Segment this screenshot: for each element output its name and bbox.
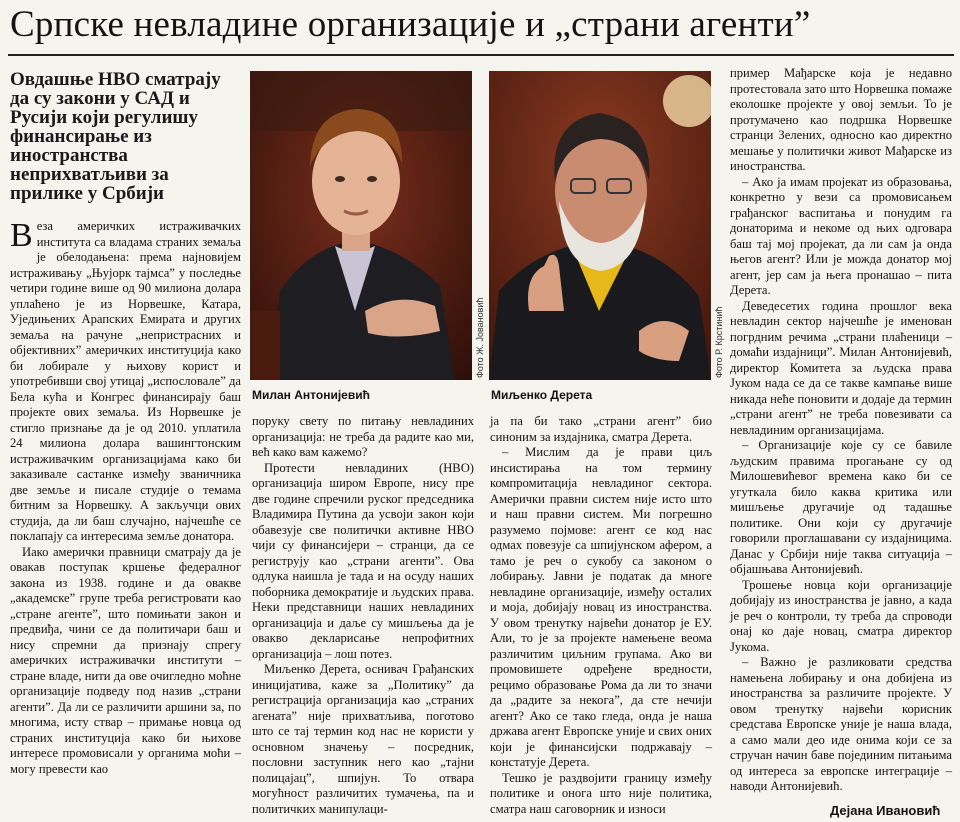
headline: Српске невладине организације и „страни агенти” [10,4,811,45]
photo-miljenko-dereta [489,71,711,380]
article-paragraph: ја па би тако „страни агент” био синоним за издајника, сматра Дерета. [490,414,712,444]
article-paragraph: Трошење новца који организације добијају из иностранства је јавно, а када је реч о контроли, ту треба да спроводи онај ко даје новац, сматра директор Јукома. [730,577,952,654]
photo-milan-antonijevic [250,71,472,380]
portrait-man-illustration [250,71,472,380]
photo-credit-left: Фото Ж. Јовановић [475,297,485,378]
drop-cap: В [10,217,33,254]
article-paragraph: Деведесетих година прошлог века невладин сектор најчешће је именован погрдним речима „страни плаћеници – домаћи издајници”. Милан Антонијевић, директор Комитета за људска права Јуком нада се да се такве кампање више никада неће поновити и додаје да термин „страни агент” не треба повезивати са невладиним организацијама. [730,298,952,437]
headline-rule [8,54,954,56]
article-column-1 [10,219,241,777]
paragraph-text: еза америчких истраживачких института са владама страних земаља је обелодањена: према најновијем истраживању „Њујорк тајмса” у последње четири године више од 90 милиона долара уплаћено је из Норвешке, Катара, Уједињених Арапских Емирата и других земаља на рачуне „непристрасних и објективних” америчких институција како би лобирале у њихову корист и употребивши свој утицај „испословале” да Бела кућа и Конгрес финансирају баш пројекте ових земаља. Из Норвешке је стигло признање да је од 2010. уплатила 24 милиона долара вашингтонским истраживачким организацијама како би заказивале састанке између званичника две земље и писале студије о темама битним за Норвешку. А закључци ових студија, да ли баш случајно, најчешће се поклапају са интересима земље донатора. [10,219,241,543]
author-byline: Дејана Ивановић [830,803,941,818]
article-paragraph: Иако амерички правници сматрају да је овакав поступак кршење федералног закона из 1938. године и да овакве „академске” групе треба регистровати као „стране агенте”, што помињати закон и предвиђа, чини се да политичари баш и нису спремни да признају спрегу америчких истраживачки институти – стране владе, нити да ове очигледно моћне организације подведу под назив „страни агенти”. Да ли се различити аршини за, по многима, исту ствар – примање новца од страних институција како би њихове интересе промовисали у органима моћи – могу превести као [10,544,241,776]
lead-paragraph: Овдашње НВО сматрају да су закони у САД и Русији који регулишу финансирање из иностранства неприхватљиви за прилике у Србији [10,69,221,204]
photo-caption-right: Миљенко Дерета [491,388,593,402]
photo-credit-right: Фото Р. Крстинић [714,306,724,378]
article-column-4 [730,66,952,795]
article-paragraph: – Важно је разликовати средства намењена лобирању и она добијена из иностранства за различите пројекте. У овом тренутку највећи корисник средстава Европске уније је наша влада, а само мали део иде онима који се за стручан начин баве појединим питањима од интереса за европске интеграције – наводи Антонијевић. [730,655,952,793]
article-paragraph: поруку свету по питању невладиних организација: не треба да радите као ми, већ како вам кажемо? [252,414,474,459]
article-paragraph: – Организације које су се бавиле људским правима прогањане су од Милошевићевог времена како би се угуткала било каква критика или мишљење другачије од тадашње политике. Они који су другачије говорили проглашавани су издајницима. Данас у Србији није таква ситуација – објашњава Антонијевић. [730,438,952,576]
article-paragraph [10,219,241,545]
portrait-bearded-man-illustration [489,71,711,380]
article-column-3 [490,414,712,817]
article-paragraph: Тешко је раздвојити границу између политике и онога што није политика, сматра наш саговорник и износи [490,770,712,816]
article-paragraph: – Ако ја имам пројекат из образовања, конкретно у вези са промовисањем грађанског васпитања и понудим га донаторима и некоме од њих одговара баш тај мој пројекат, да ли сам ја онда његов агент? Или је можда донатор мој агент, јер сам ја њега пронашао – пита Дерета. [730,174,952,297]
photo-caption-left: Милан Антонијевић [252,388,370,402]
article-paragraph: Миљенко Дерета, оснивач Грађанских иницијатива, каже за „Политику” да регистрација организација као „страних агената” није прихватљива, поготово што се тај термин код нас не користи у основном значењу – посредник, пословни заступник него као „тајни полицајац”, шпијун. То отвара могућност различитих тумачења, па и политичких манипулаци- [252,662,474,816]
article-paragraph: Протести невладиних (НВО) организација широм Европе, нису пре две године спречили руског председника Владимира Путина да усвоји закон који обавезује све политички активне НВО чији су финансијери – странци, да се региструју као „страни агенти”. Ова одлука наишла је тада и на осуду наших поборника демократије и људских права. Неки представници наших невладиних организација и даље су мишљења да је овакво декларисање непрофитних организација – лош потез. [252,460,474,661]
article-paragraph: – Мислим да је прави циљ инсистирања на том термину компромитација невладиног сектора. Амерички правни систем није исто што и наш правни систем. Ми погрешно разумемо појмове: агент се код нас одмах повезује са шпијунском афером, а тамо је реч о сукобу са законом о лобирању. Јавни је податак да многе невладине организације, између осталих и моја, добијају новац из иностранства. У овом тренутку највећи донатор је ЕУ. Али, то је за пројекте намењене веома различитим циљним групама. Ако ви промовишете одређене вредности, рецимо образовање Рома да ли то значи да „радите за некога”, да сте нечији агент? Ако се тако гледа, онда је наша држава агент Европске уније и свих оних који је финансијски подржавају – констатује Дерета. [490,445,712,769]
article-column-2 [252,414,474,817]
article-paragraph: пример Мађарске која је недавно протестовала зато што Норвешка помаже еколошке пројекте у овој земљи. То је протумачено као подршка Норвешке странци Зелених, односно као директно мешање у политички живот Мађарске из иностранства. [730,66,952,173]
